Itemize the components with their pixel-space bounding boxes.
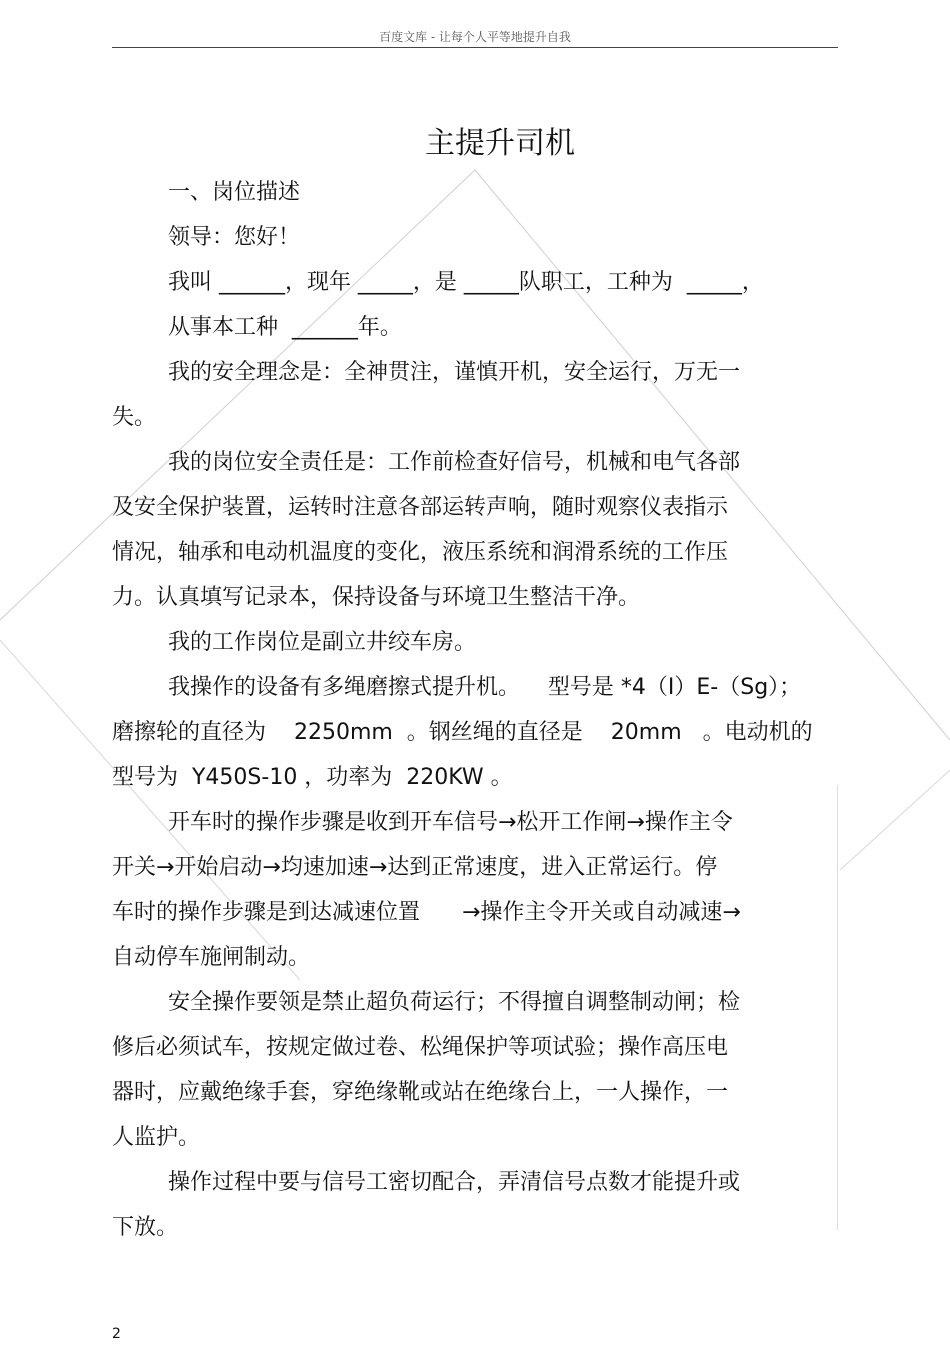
body-line: 开车时的操作步骤是收到开车信号→松开工作闸→操作主令	[112, 810, 733, 835]
body-line: 车时的操作步骤是到达减速位置 →操作主令开关或自动减速→	[112, 900, 741, 925]
body-line: 人监护。	[112, 1125, 201, 1150]
document-title: 主提升司机	[425, 126, 575, 161]
page-number: 2	[112, 1326, 121, 1342]
body-line: 安全操作要领是禁止超负荷运行；不得擅自调整制动闸；检	[112, 990, 740, 1015]
body-line: 我叫 ______，现年 _____，是 _____队职工，工种为 _____，	[112, 270, 764, 295]
body-line: 领导：您好！	[112, 225, 300, 250]
margin-rule	[837, 785, 838, 1230]
header-rule	[112, 47, 838, 48]
body-line: 修后必须试车，按规定做过卷、松绳保护等项试验；操作高压电	[112, 1035, 729, 1060]
body-line: 一、岗位描述	[112, 180, 300, 205]
body-line: 开关→开始启动→均速加速→达到正常速度，进入正常运行。停	[112, 855, 718, 880]
body-line: 我的工作岗位是副立井绞车房。	[112, 630, 476, 655]
body-line: 磨擦轮的直径为 2250mm 。钢丝绳的直径是 20mm 。电动机的	[112, 720, 813, 745]
body-line: 情况，轴承和电动机温度的变化，液压系统和润滑系统的工作压	[112, 540, 729, 565]
body-line: 型号为 Y450S-10 ，功率为 220KW 。	[112, 765, 513, 790]
body-line: 从事本工种 ______年。	[112, 315, 402, 340]
body-line: 及安全保护装置，运转时注意各部运转声响，随时观察仪表指示	[112, 495, 729, 520]
body-line: 我的安全理念是：全神贯注，谨慎开机，安全运行，万无一	[112, 360, 740, 385]
body-line: 操作过程中要与信号工密切配合，弄清信号点数才能提升或	[112, 1170, 740, 1195]
body-line: 自动停车施闸制动。	[112, 945, 311, 970]
body-line: 我操作的设备有多绳磨擦式提升机。 型号是 *4（I）E-（Sg）；	[112, 675, 802, 700]
body-line: 我的岗位安全责任是：工作前检查好信号，机械和电气各部	[112, 450, 740, 475]
body-line: 力。认真填写记录本，保持设备与环境卫生整洁干净。	[112, 585, 641, 610]
page-header: 百度文库 - 让每个人平等地提升自我	[379, 30, 571, 44]
body-line: 失。	[112, 405, 157, 430]
body-line: 器时，应戴绝缘手套，穿绝缘靴或站在绝缘台上，一人操作，一	[112, 1080, 729, 1105]
body-line: 下放。	[112, 1215, 179, 1240]
